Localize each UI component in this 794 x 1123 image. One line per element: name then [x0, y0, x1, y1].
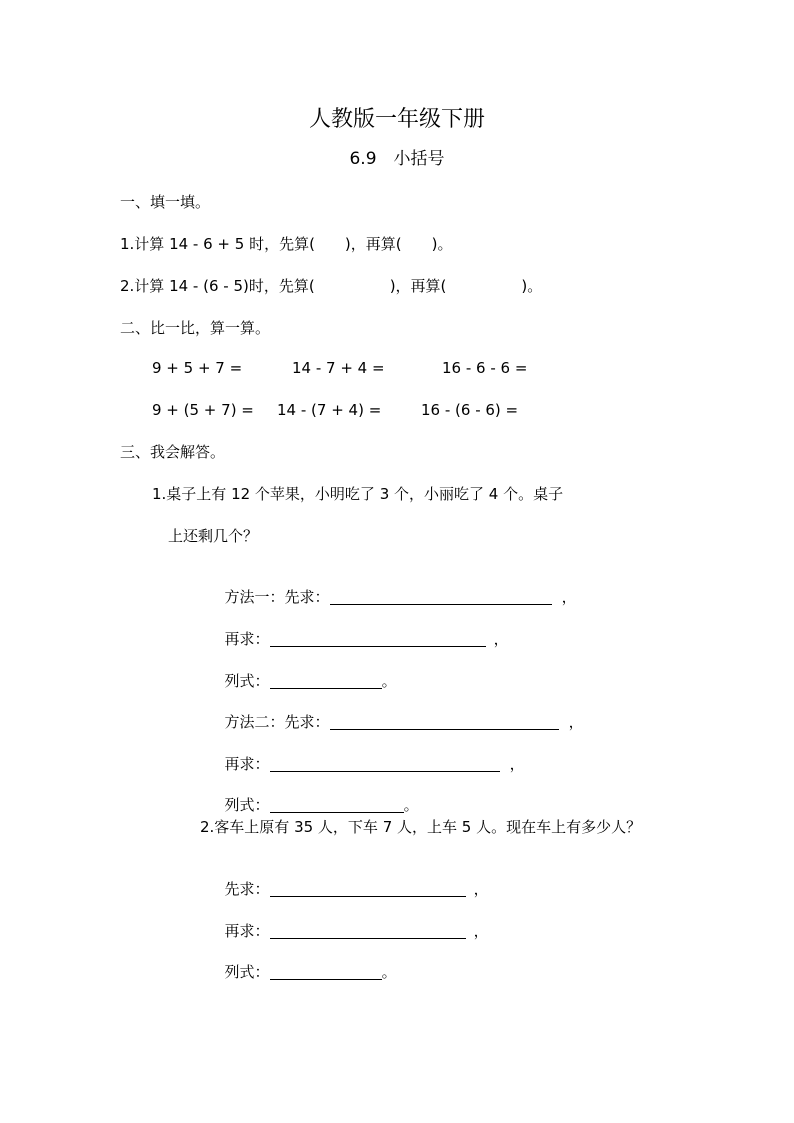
- method2-formula-answer-line[interactable]: [270, 796, 404, 813]
- section2-heading: 二、比一比，算一算。: [120, 319, 271, 337]
- page-title: 人教版一年级下册: [308, 107, 485, 132]
- method2-then-label: 再求：: [224, 755, 270, 773]
- period: 。: [381, 963, 397, 981]
- method1-first-row: [215, 567, 577, 607]
- comma: ，: [493, 630, 509, 648]
- calc-row2-item1: 9 + (5 + 7) =: [152, 401, 254, 419]
- method2-first-row: [215, 692, 584, 732]
- problem2-formula-row: [215, 942, 397, 982]
- method2-formula-label: 列式：: [224, 796, 270, 814]
- problem2-then-label: 再求：: [224, 922, 270, 940]
- problem2-then-row: [215, 901, 489, 941]
- period: 。: [403, 796, 419, 814]
- method1-formula-label: 列式：: [224, 672, 270, 690]
- calc-row1-item3: 16 - 6 - 6 =: [442, 359, 528, 377]
- calc-row1-item2: 14 - 7 + 4 =: [292, 359, 385, 377]
- problem2-formula-label: 列式：: [224, 963, 270, 981]
- method1-then-row: [215, 609, 509, 649]
- period: 。: [381, 672, 397, 690]
- problem2-text: 2.客车上原有 35 人，下车 7 人，上车 5 人。现在车上有多少人？: [200, 818, 642, 836]
- comma: ，: [473, 880, 489, 898]
- calc-row1-item1: 9 + 5 + 7 =: [152, 359, 243, 377]
- problem2-first-row: [215, 859, 489, 899]
- calc-row2-item3: 16 - (6 - 6) =: [421, 401, 519, 419]
- calc-row2-item2: 14 - (7 + 4) =: [277, 401, 382, 419]
- problem2-first-label: 先求：: [224, 880, 270, 898]
- method1-first-answer-line[interactable]: [330, 588, 552, 605]
- section1-question-2: 2.计算 14 - (6 - 5)时，先算( )，再算( )。: [120, 277, 543, 295]
- method2-then-answer-line[interactable]: [270, 755, 500, 772]
- method1-first-label: 方法一：先求：: [224, 588, 330, 606]
- comma: ，: [561, 588, 577, 606]
- section1-heading: 一、填一填。: [120, 193, 211, 211]
- problem2-then-answer-line[interactable]: [270, 922, 466, 939]
- comma: ，: [509, 755, 525, 773]
- method2-first-label: 方法二：先求：: [224, 713, 330, 731]
- problem2-formula-answer-line[interactable]: [270, 963, 382, 980]
- method1-then-label: 再求：: [224, 630, 270, 648]
- method2-formula-row: [215, 775, 419, 815]
- comma: ，: [568, 713, 584, 731]
- method1-formula-answer-line[interactable]: [270, 672, 382, 689]
- method2-then-row: [215, 734, 525, 774]
- section1-question-1: 1.计算 14 - 6 + 5 时，先算( )，再算( )。: [120, 235, 453, 253]
- method1-formula-row: [215, 651, 397, 691]
- method1-then-answer-line[interactable]: [270, 630, 486, 647]
- problem2-first-answer-line[interactable]: [270, 880, 466, 897]
- problem1-text: 1.桌子上有 12 个苹果，小明吃了 3 个，小丽吃了 4 个。桌子: [152, 485, 564, 503]
- comma: ，: [473, 922, 489, 940]
- method2-first-answer-line[interactable]: [330, 713, 559, 730]
- problem1-question: 上还剩几个？: [168, 527, 259, 545]
- section3-heading: 三、我会解答。: [120, 443, 226, 461]
- lesson-subtitle: 6.9 小括号: [349, 149, 445, 169]
